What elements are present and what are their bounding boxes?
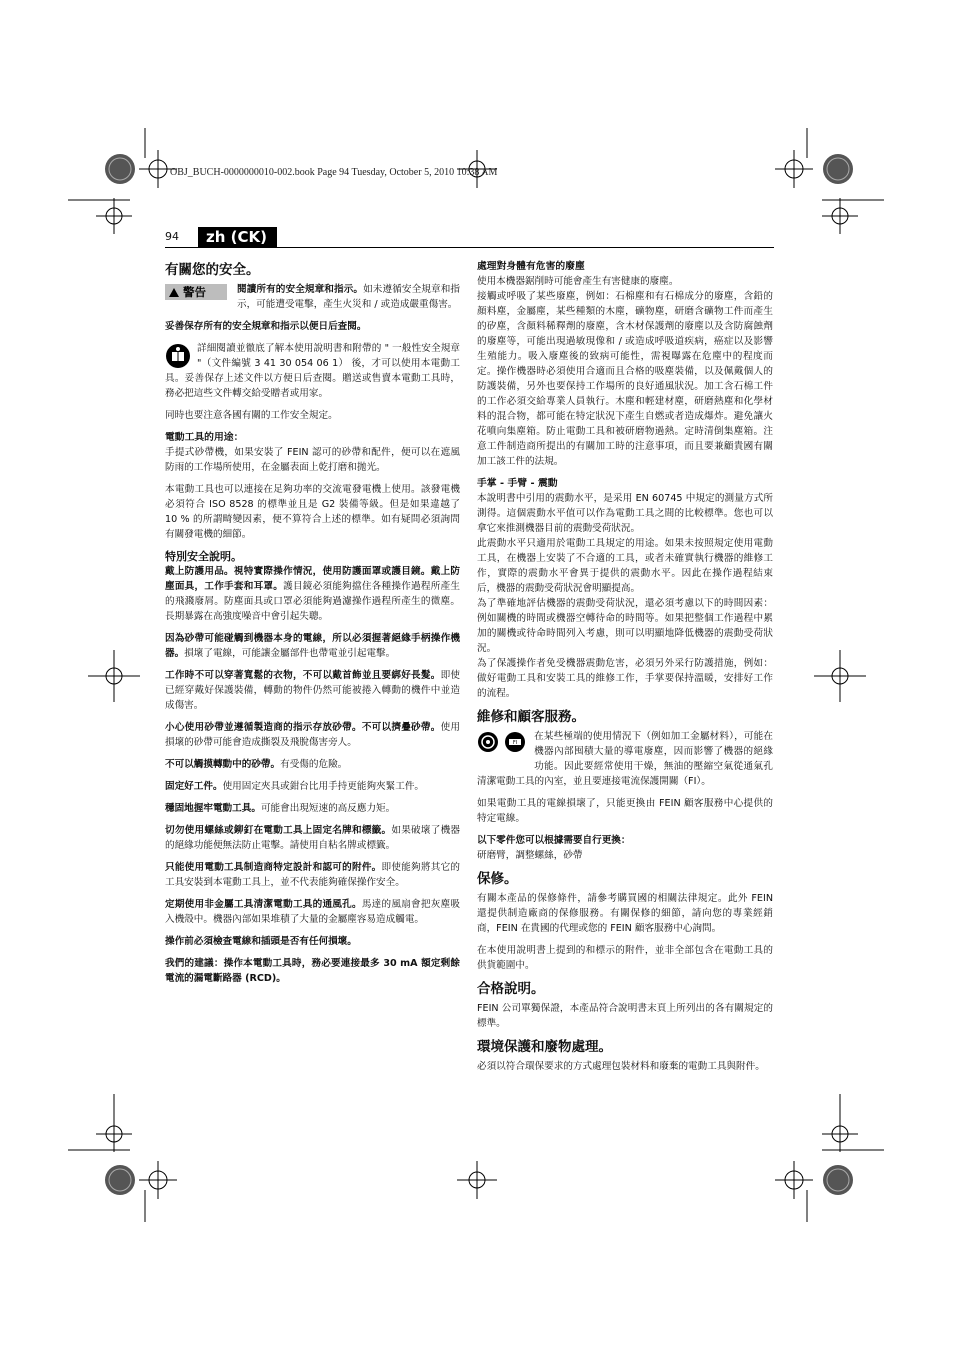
heading-safety: 有關您的安全。 <box>165 262 260 278</box>
page-number: 94 <box>165 230 179 243</box>
book-info-line: OBJ_BUCH-0000000010-002.book Page 94 Tuesday, October 5, 2010 10:38 AM <box>170 167 498 178</box>
service-p1: FI 在某些極端的使用情況下（例如加工金屬材料），可能在機器內部囤積大量的導電廢塵，因而影響了機器的絕緣功能。因此要經常使用干燥，無油的壓縮空氣從通氣孔清潔電動工具的內室，並且要連接電流保護開關（FI）。 <box>477 731 773 787</box>
read-manual-paragraph: 詳細閱讀並徹底了解本使用說明書和附帶的 " 一般性安全規章 "（文件編號 3 41 30 054 06 1） 後，才可以使用本電動工具。妥善保存上述文件以方便日后查閱。贈送或售賣本電動工具時，務必把這些文件轉交給受贈者或用家。 <box>165 343 460 399</box>
heading-vibration: 手掌 - 手臂 - 震動 <box>477 478 558 489</box>
safety-item-8: 切勿使用螺絲或鉚釘在電動工具上固定名牌和標籤。如果破壞了機器的絕緣功能便無法防止電擊。請使用自粘名牌或標籤。 <box>165 825 461 851</box>
safety-item-5: 不可以觸摸轉動中的砂帶。有受傷的危險。 <box>165 759 348 770</box>
heading-dust: 處理對身體有危害的廢塵 <box>477 261 585 272</box>
safety-item-11: 操作前必須檢查電線和插頭是否有任何損壞。 <box>165 936 357 947</box>
warning-triangle-icon <box>169 288 179 297</box>
warning-badge: 警告 <box>165 284 227 300</box>
vibration-p3: 為了準確地評估機器的震動受荷狀況，還必須考慮以下的時間因素：例如關機的時間或機器空轉待命的時間等。如果把整個工作過程中累加的關機或待命時間列入考慮，則可以明顯地降低機器的震動受荷狀況。 <box>477 598 773 654</box>
dust-intro: 使用本機器鋸削時可能會產生有害健康的廢塵。 <box>477 276 679 287</box>
safety-item-12: 我們的建議：操作本電動工具時，務必要連接最多 30 mA 額定剩餘電流的漏電斷路器 (RCD)。 <box>165 958 460 984</box>
safety-item-1: 戴上防護用品。視特實際操作情況，使用防護面罩或護目鏡。戴上防塵面具，工作手套和耳罩。護目鏡必須能夠擋住各種操作過程所產生的飛濺廢屑。防塵面具或口罩必須能夠過濾操作過程所產生的微塵。長期暴露在高強度噪音中會引起失聰。 <box>165 566 461 622</box>
safety-item-2: 因為砂帶可能碰觸到機器本身的電線，所以必須握著絕緣手柄操作機器。損壞了電線，可能讓金屬部件也帶電並引起電擊。 <box>165 633 460 659</box>
national-rules: 同時也要注意各國有關的工作安全規定。 <box>165 410 338 421</box>
safety-item-3: 工作時不可以穿著寬鬆的衣物，不可以戴首飾並且要綁好長髮。即使已經穿戴好保護裝備，轉動的物件仍然可能被捲入轉動的機件中並造成傷害。 <box>165 670 461 711</box>
heading-special-safety: 特別安全說明。 <box>165 550 242 563</box>
safety-item-7: 穩固地握牢電動工具。可能會出現短速的高反應力矩。 <box>165 803 396 814</box>
safety-item-6: 固定好工件。使用固定夾具或鉗台比用手持更能夠夾緊工件。 <box>165 781 425 792</box>
header-rule <box>165 247 774 248</box>
service-icons <box>477 731 528 758</box>
language-tag: zh (CK) <box>198 227 277 247</box>
conformity-text: FEIN 公司單獨保證，本產品符合說明書末頁上所列出的各有關規定的標準。 <box>477 1003 773 1029</box>
heading-warranty: 保修。 <box>477 871 518 887</box>
heading-environment: 環境保護和廢物處理。 <box>477 1039 612 1055</box>
replaceable-parts: 以下零件您可以根據需要自行更換： 研磨臂，調整螺絲，砂帶 <box>477 835 631 861</box>
generator-text: 本電動工具也可以連接在足夠功率的交流電發電機上使用。該發電機必須符合 ISO 8528 的標準並且是 G2 裝備等級。但是如果違越了 10 % 的所謂畸變因素，便不算符合上述的標準。如有疑問必須詢問有關發電機的細節。 <box>165 484 460 540</box>
safety-item-4: 小心使用砂帶並遵循製造商的指示存放砂帶。不可以擠疊砂帶。使用損壞的砂帶可能會造成撕裂及飛脫傷害旁人。 <box>165 722 461 748</box>
usage-text: 手提式砂帶機，如果安裝了 FEIN 認可的砂帶和配件，便可以在遮風防雨的工作場所使用，在金屬表面上乾打磨和拋光。 <box>165 447 460 473</box>
heading-service: 維修和顧客服務。 <box>477 709 585 725</box>
vibration-p2: 此震動水平只適用於電動工具規定的用途。如果未按照規定使用電動工具，在機器上安裝了不合適的工具，或者未確實執行機器的維修工作，實際的震動水平會異于提供的震動水平。因此在操作過程結束后，機器的震動受荷狀況會明顯提高。 <box>477 538 773 594</box>
keep-instructions: 妥善保存所有的安全規章和指示以便日后查閱。 <box>165 321 367 332</box>
right-column <box>477 259 773 1081</box>
warranty-p1: 有關本產品的保修條件，請參考購買國的相關法律規定。此外 FEIN 還提供制造廠商的保修服務。有關保修的細節，請向您的專業經銷商，FEIN 在貴國的代理或您的 FEIN 顧客服務中心詢問。 <box>477 893 773 934</box>
warranty-p2: 在本使用說明書上提到的和標示的附件，並非全部包含在電動工具的供貨範圍中。 <box>477 945 773 971</box>
dust-details: 接觸或呼吸了某些廢塵，例如：石棉塵和有石棉成分的廢塵，含鉛的顏料塵，金屬塵，某些種類的木塵，礦物塵，研磨含礦物工件而產生的矽塵，含顏料稀釋劑的廢塵，含木材保護劑的廢塵以及含防腐蝕劑的廢塵等，可能出現過敏現像和 / 或造成呼吸道疾病，癌症以及影響生殖能力。吸入廢塵後的致病可能性，需視曝露在危塵中的程度而定。操作機器時必須使用合適而且合格的吸塵裝備，以及佩戴個人的防護裝備，另外也要保持工作場所的良好通風狀況。加工含石棉工件的工作必須交給專業人員執行。木塵和輕建材塵，研磨熱塵和化學材料的混合物，都可能在特定狀況下產生自燃或者造成爆炸。避免讓火花噴向集塵箱。防止電動工具和被研磨物過熱。定時清倒集塵箱。注意工件制造商所提出的有關加工時的注意事項，而且要兼顧貴國有關加工該工件的法規。 <box>477 291 773 467</box>
svg-text:FI: FI <box>512 740 518 746</box>
vibration-p4: 為了保護操作者免受機器震動危害，必須另外采行防護措施，例如：做好電動工具和安裝工具的維修工作，手掌要保持溫暖，安排好工作的流程。 <box>477 658 773 699</box>
left-column <box>165 259 460 993</box>
ground-protection-icon <box>504 731 526 753</box>
heading-usage: 電動工具的用途： <box>165 432 244 443</box>
warning-paragraph: 警告 閱讀所有的安全規章和指示。如未遵循安全規章和指示，可能遭受電擊，產生火災和 / 或造成嚴重傷害。 <box>165 282 460 312</box>
read-manual-icon <box>165 343 191 369</box>
eye-protection-icon <box>477 731 499 753</box>
environment-text: 必須以符合環保要求的方式處理包裝材料和廢棄的電動工具與附件。 <box>477 1061 765 1072</box>
safety-item-9: 只能使用電動工具制造商特定設計和認可的附件。即使能夠將其它的工具安裝到本電動工具上，並不代表能夠確保操作安全。 <box>165 862 461 888</box>
heading-conformity: 合格說明。 <box>477 981 545 997</box>
safety-item-10: 定期使用非金屬工具清潔電動工具的通風孔。馬達的風扇會把灰塵吸入機殼中。機器內部如果堆積了大量的金屬塵容易造成觸電。 <box>165 899 461 925</box>
service-p2: 如果電動工具的電線損壞了，只能更換由 FEIN 顧客服務中心提供的特定電線。 <box>477 798 773 824</box>
vibration-p1: 本說明書中引用的震動水平，是采用 EN 60745 中規定的測量方式所測得。這個震動水平值可以作為電動工具之間的比較標準。您也可以拿它來推測機器目前的震動受荷狀況。 <box>477 493 773 534</box>
